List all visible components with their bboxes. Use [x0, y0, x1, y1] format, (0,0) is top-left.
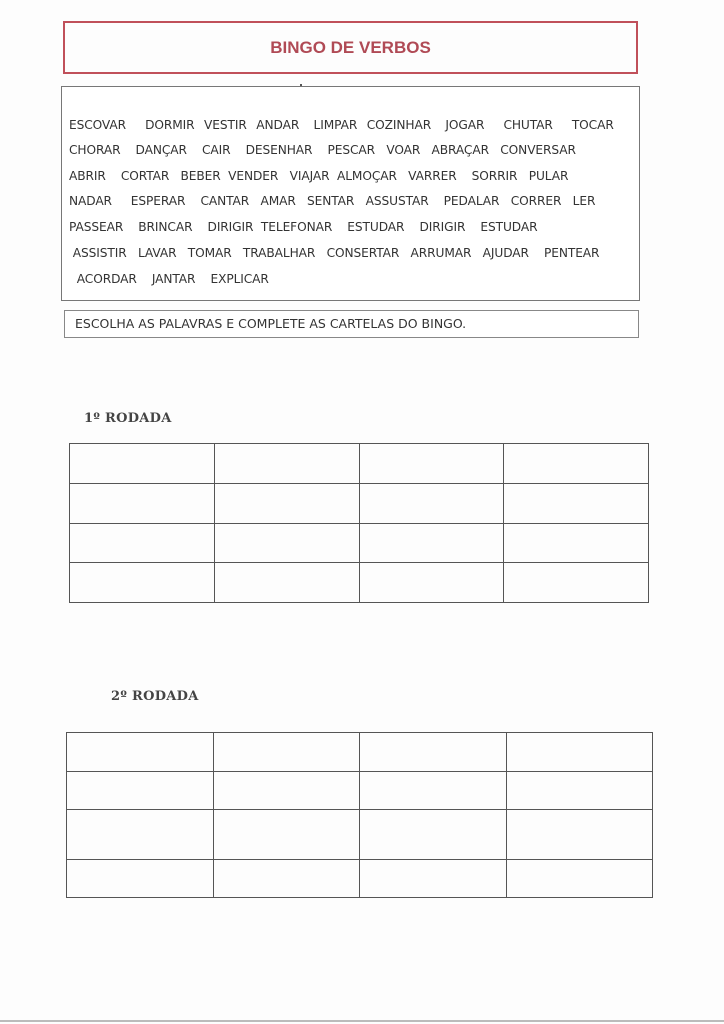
- bingo-cell[interactable]: [360, 733, 507, 772]
- bingo-cell[interactable]: [359, 563, 504, 603]
- bingo-card-round-1: [69, 443, 649, 603]
- page-edge: [0, 1020, 724, 1022]
- page-title: BINGO DE VERBOS: [270, 37, 431, 57]
- bingo-cell[interactable]: [504, 484, 649, 524]
- bingo-cell[interactable]: [70, 524, 215, 563]
- bingo-cell[interactable]: [70, 484, 215, 524]
- word-line: ACORDAR JANTAR EXPLICAR: [73, 272, 269, 286]
- word-line: PASSEAR BRINCAR DIRIGIR TELEFONAR ESTUDAR DIRIGIR ESTUDAR: [69, 220, 538, 234]
- word-line: NADAR ESPERAR CANTAR AMAR SENTAR ASSUSTAR PEDALAR CORRER LER: [69, 194, 596, 208]
- bingo-cell[interactable]: [214, 484, 359, 524]
- title-box: [63, 21, 638, 74]
- word-line: ESCOVAR DORMIR VESTIR ANDAR LIMPAR COZINHAR JOGAR CHUTAR TOCAR: [69, 118, 614, 132]
- round-2-label: 2º RODADA: [111, 689, 199, 704]
- bingo-cell[interactable]: [360, 810, 507, 860]
- bingo-cell[interactable]: [359, 524, 504, 563]
- bingo-cell[interactable]: [359, 444, 504, 484]
- round-1-label: 1º RODADA: [84, 411, 172, 426]
- bingo-cell[interactable]: [70, 444, 215, 484]
- bingo-cell[interactable]: [213, 733, 360, 772]
- bingo-cell[interactable]: [214, 524, 359, 563]
- bingo-cell[interactable]: [506, 733, 653, 772]
- bingo-cell[interactable]: [504, 444, 649, 484]
- bingo-cell[interactable]: [506, 772, 653, 810]
- bingo-cell[interactable]: [67, 733, 214, 772]
- bingo-cell[interactable]: [67, 810, 214, 860]
- bingo-cell[interactable]: [213, 810, 360, 860]
- bingo-cell[interactable]: [504, 524, 649, 563]
- word-bank: [61, 86, 640, 301]
- bingo-cell[interactable]: [360, 772, 507, 810]
- bingo-cell[interactable]: [213, 860, 360, 898]
- bingo-cell[interactable]: [214, 444, 359, 484]
- word-line: ABRIR CORTAR BEBER VENDER VIAJAR ALMOÇAR VARRER SORRIR PULAR: [69, 169, 569, 183]
- bingo-cell[interactable]: [504, 563, 649, 603]
- bingo-cell[interactable]: [214, 563, 359, 603]
- bingo-cell[interactable]: [506, 810, 653, 860]
- bingo-cell[interactable]: [70, 563, 215, 603]
- bingo-card-round-2: [66, 732, 653, 898]
- bingo-cell[interactable]: [213, 772, 360, 810]
- word-line: ASSISTIR LAVAR TOMAR TRABALHAR CONSERTAR ARRUMAR AJUDAR PENTEAR: [69, 246, 600, 260]
- instruction-box: ESCOLHA AS PALAVRAS E COMPLETE AS CARTELAS DO BINGO.: [64, 310, 639, 338]
- bingo-cell[interactable]: [67, 772, 214, 810]
- bingo-cell[interactable]: [67, 860, 214, 898]
- bingo-cell[interactable]: [359, 484, 504, 524]
- bingo-cell[interactable]: [506, 860, 653, 898]
- bingo-cell[interactable]: [360, 860, 507, 898]
- word-line: CHORAR DANÇAR CAIR DESENHAR PESCAR VOAR ABRAÇAR CONVERSAR: [69, 143, 576, 157]
